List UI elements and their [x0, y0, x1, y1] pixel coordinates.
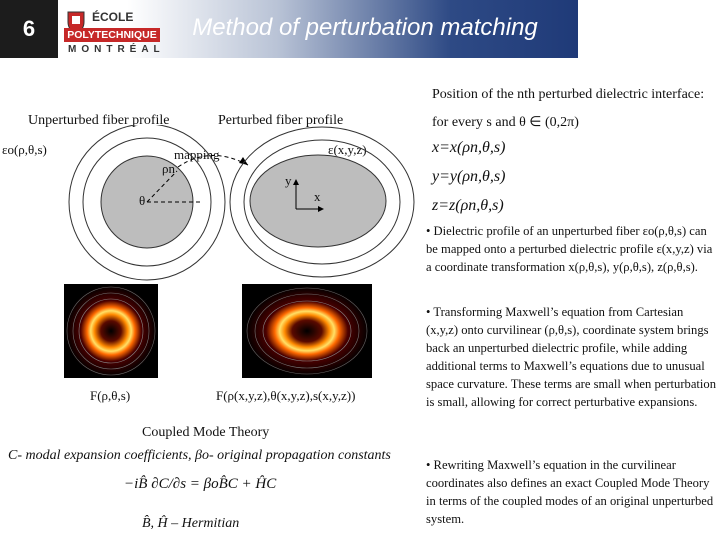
bullet-dielectric-mapping: • Dielectric profile of an unperturbed fiber εo(ρ,θ,s) can be mapped onto a perturbed dielectric profile ε(x,y,z) via a coordinate transformation x(ρ,θ,s), y(ρ,θ,s), z(ρ,θ,s).	[426, 224, 713, 274]
for-every-clause: for every s and θ ∈ (0,2π)	[432, 115, 579, 130]
modal-coefficients-desc: C- modal expansion coefficients, βo- original propagation constants	[8, 448, 391, 463]
mapping-label: mapping	[174, 147, 220, 162]
logo-line2: POLYTECHNIQUE	[64, 28, 160, 42]
equation-z: z=z(ρn,θ,s)	[432, 197, 504, 214]
coupled-mode-title: Coupled Mode Theory	[142, 425, 270, 440]
eps0-label: εo(ρ,θ,s)	[2, 142, 47, 157]
rho-label: ρn	[162, 161, 175, 176]
bullet-curvilinear-transform: • Transforming Maxwell’s equation from Cartesian (x,y,z) onto curvilinear (ρ,θ,s), coordinate system brings back an unperturbed dielectric profile, while adding additional terms to Maxwell’s equations due to unusual space curvature. These terms are small when perturbation is small, allowing for correct perturbative expansions.	[426, 305, 717, 409]
unperturbed-profile-label: Unperturbed fiber profile	[28, 113, 170, 128]
unperturbed-mode-image	[64, 284, 158, 378]
coupled-mode-equation: −iB̂ ∂C/∂s = βoB̂C + ĤC	[124, 476, 277, 492]
perturbed-profile-label: Perturbed fiber profile	[218, 113, 344, 128]
x-axis-label: x	[314, 189, 321, 204]
school-logo	[62, 4, 165, 56]
bullet-coupled-mode-theory: • Rewriting Maxwell’s equation in the curvilinear coordinates also defines an exact Coupled Mode Theory in terms of the coupled modes of an original unperturbed system.	[426, 458, 714, 526]
logo-line3: MONTRÉAL	[68, 44, 165, 55]
fiber-profile-diagram	[0, 125, 420, 285]
logo-line1: ÉCOLE	[92, 10, 134, 24]
equation-y: y=y(ρn,θ,s)	[432, 168, 506, 185]
equation-x: x=x(ρn,θ,s)	[432, 139, 506, 156]
hermitian-note: B̂, Ĥ – Hermitian	[142, 516, 240, 531]
F-perturbed-label: F(ρ(x,y,z),θ(x,y,z),s(x,y,z))	[216, 388, 356, 403]
eps-label: ε(x,y,z)	[328, 142, 367, 157]
perturbed-mode-image	[242, 284, 372, 378]
interface-title: Position of the nth perturbed dielectric interface:	[432, 87, 705, 102]
y-axis-label: y	[285, 173, 292, 188]
slide-title: Method of perturbation matching	[192, 14, 538, 41]
F-unperturbed-label: F(ρ,θ,s)	[90, 388, 131, 403]
slide-number: 6	[0, 0, 58, 58]
theta-label: θ	[139, 193, 146, 208]
